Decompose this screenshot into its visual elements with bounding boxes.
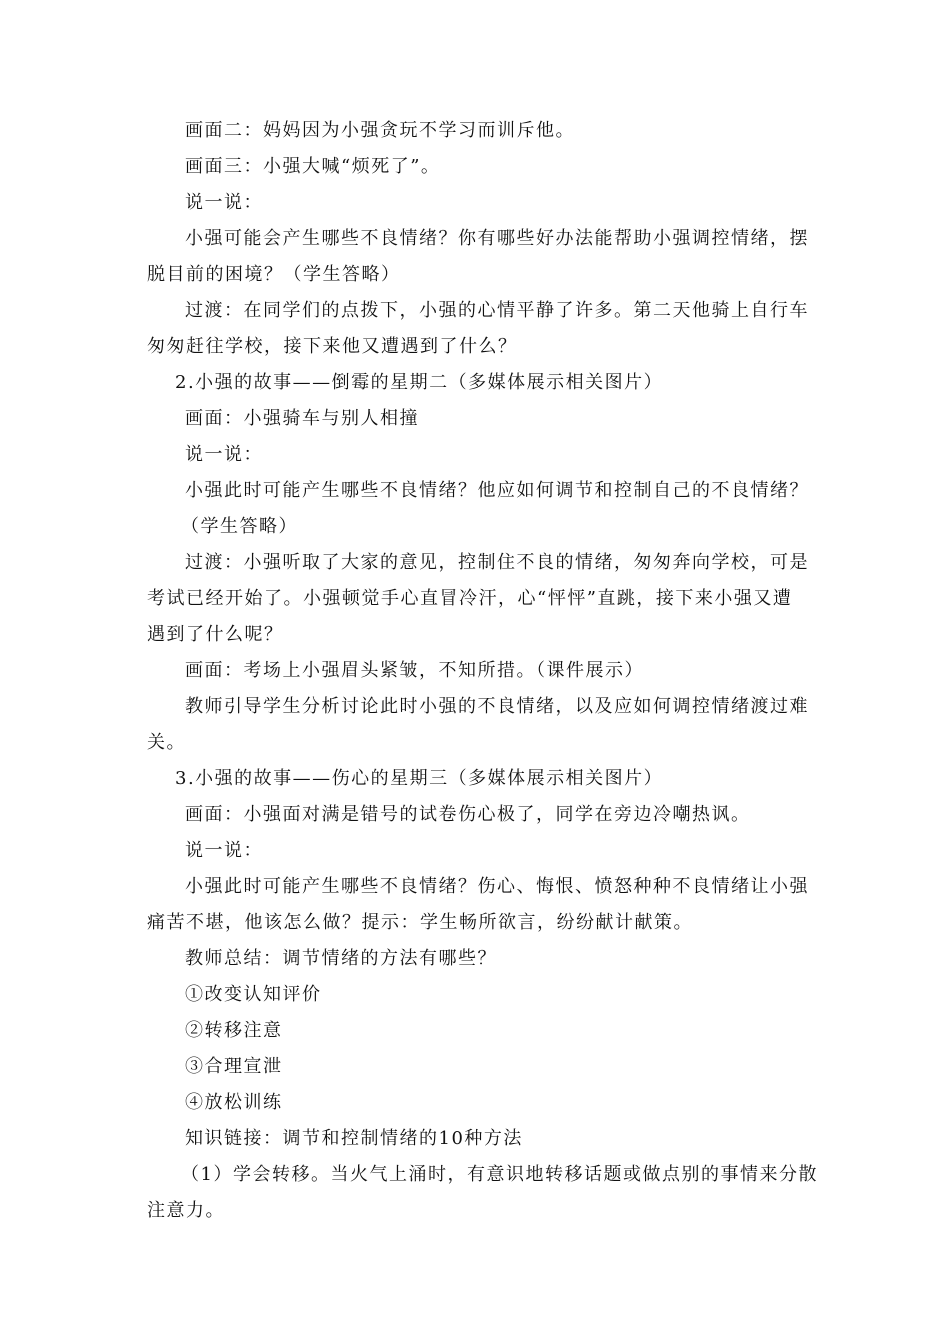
paragraph-teacher-guide: [147, 689, 813, 761]
heading-story-3: [147, 761, 813, 797]
paragraph-method-transfer: [147, 1157, 818, 1229]
text-line: 3.小强的故事——伤心的星期三（多媒体展示相关图片）: [175, 768, 664, 789]
paragraph-knowledge-link: [147, 1121, 813, 1157]
text-line: 2.小强的故事——倒霉的星期二（多媒体展示相关图片）: [175, 372, 664, 393]
text-line: 知识链接：调节和控制情绪的10种方法: [185, 1128, 523, 1149]
list-item-method-1: [147, 977, 813, 1013]
paragraph-teacher-summary: [147, 941, 813, 977]
paragraph-scene-test-paper: [147, 797, 813, 833]
heading-story-2: [147, 365, 813, 401]
paragraph-discuss-1: [147, 185, 813, 221]
paragraph-transition-1: [147, 293, 813, 365]
text-line: 教师引导学生分析讨论此时小强的不良情绪，以及应如何调控情绪渡过难: [185, 696, 809, 717]
text-line: 画面：小强骑车与别人相撞: [185, 408, 419, 429]
text-line: 过渡：在同学们的点拨下，小强的心情平静了许多。第二天他骑上自行车: [185, 300, 809, 321]
list-item-method-2: [147, 1013, 813, 1049]
text-line: 教师总结：调节情绪的方法有哪些？: [185, 948, 497, 969]
text-line: 说一说：: [185, 840, 263, 861]
text-line: （1）学会转移。当火气上涌时，有意识地转移话题或做点别的事情来分散: [181, 1164, 818, 1185]
text-line: （学生答略）: [181, 516, 298, 537]
text-line: 画面：小强面对满是错号的试卷伤心极了，同学在旁边冷嘲热讽。: [185, 804, 751, 825]
text-line: 关。: [147, 732, 186, 753]
list-item-method-4: [147, 1085, 813, 1121]
text-line: ②转移注意: [185, 1020, 283, 1041]
text-line: 说一说：: [185, 192, 263, 213]
paragraph-question-3: [147, 869, 813, 941]
text-line: 注意力。: [147, 1200, 225, 1221]
paragraph-discuss-2: [147, 437, 813, 473]
paragraph-discuss-3: [147, 833, 813, 869]
text-line: 画面二：妈妈因为小强贪玩不学习而训斥他。: [185, 120, 575, 141]
paragraph-question-1: [147, 221, 813, 293]
paragraph-scene-two: [147, 113, 813, 149]
text-line: 小强此时可能产生哪些不良情绪？他应如何调节和控制自己的不良情绪？: [185, 480, 809, 501]
text-line: ①改变认知评价: [185, 984, 322, 1005]
text-line: 画面三：小强大喊“烦死了”。: [185, 156, 441, 177]
paragraph-question-2: [147, 473, 813, 545]
text-line: 小强可能会产生哪些不良情绪？你有哪些好办法能帮助小强调控情绪，摆: [185, 228, 809, 249]
paragraph-scene-exam: [147, 653, 813, 689]
text-line: 小强此时可能产生哪些不良情绪？伤心、悔恨、愤怒种种不良情绪让小强: [185, 876, 809, 897]
paragraph-transition-2: [147, 545, 813, 653]
text-line: 脱目前的困境？（学生答略）: [147, 264, 401, 285]
text-line: 过渡：小强听取了大家的意见，控制住不良的情绪，匆匆奔向学校，可是: [185, 552, 809, 573]
text-line: 画面：考场上小强眉头紧皱，不知所措。（课件展示）: [185, 660, 644, 681]
paragraph-scene-collision: [147, 401, 813, 437]
text-line: ③合理宣泄: [185, 1056, 283, 1077]
text-line: 考试已经开始了。小强顿觉手心直冒冷汗，心“怦怦”直跳，接下来小强又遭: [147, 588, 793, 609]
text-line: 遇到了什么呢？: [147, 624, 284, 645]
paragraph-scene-three: [147, 149, 813, 185]
text-line: 说一说：: [185, 444, 263, 465]
list-item-method-3: [147, 1049, 813, 1085]
text-line: 匆匆赶往学校，接下来他又遭遇到了什么？: [147, 336, 518, 357]
text-line: 痛苦不堪，他该怎么做？提示：学生畅所欲言，纷纷献计献策。: [147, 912, 693, 933]
text-line: ④放松训练: [185, 1092, 283, 1113]
